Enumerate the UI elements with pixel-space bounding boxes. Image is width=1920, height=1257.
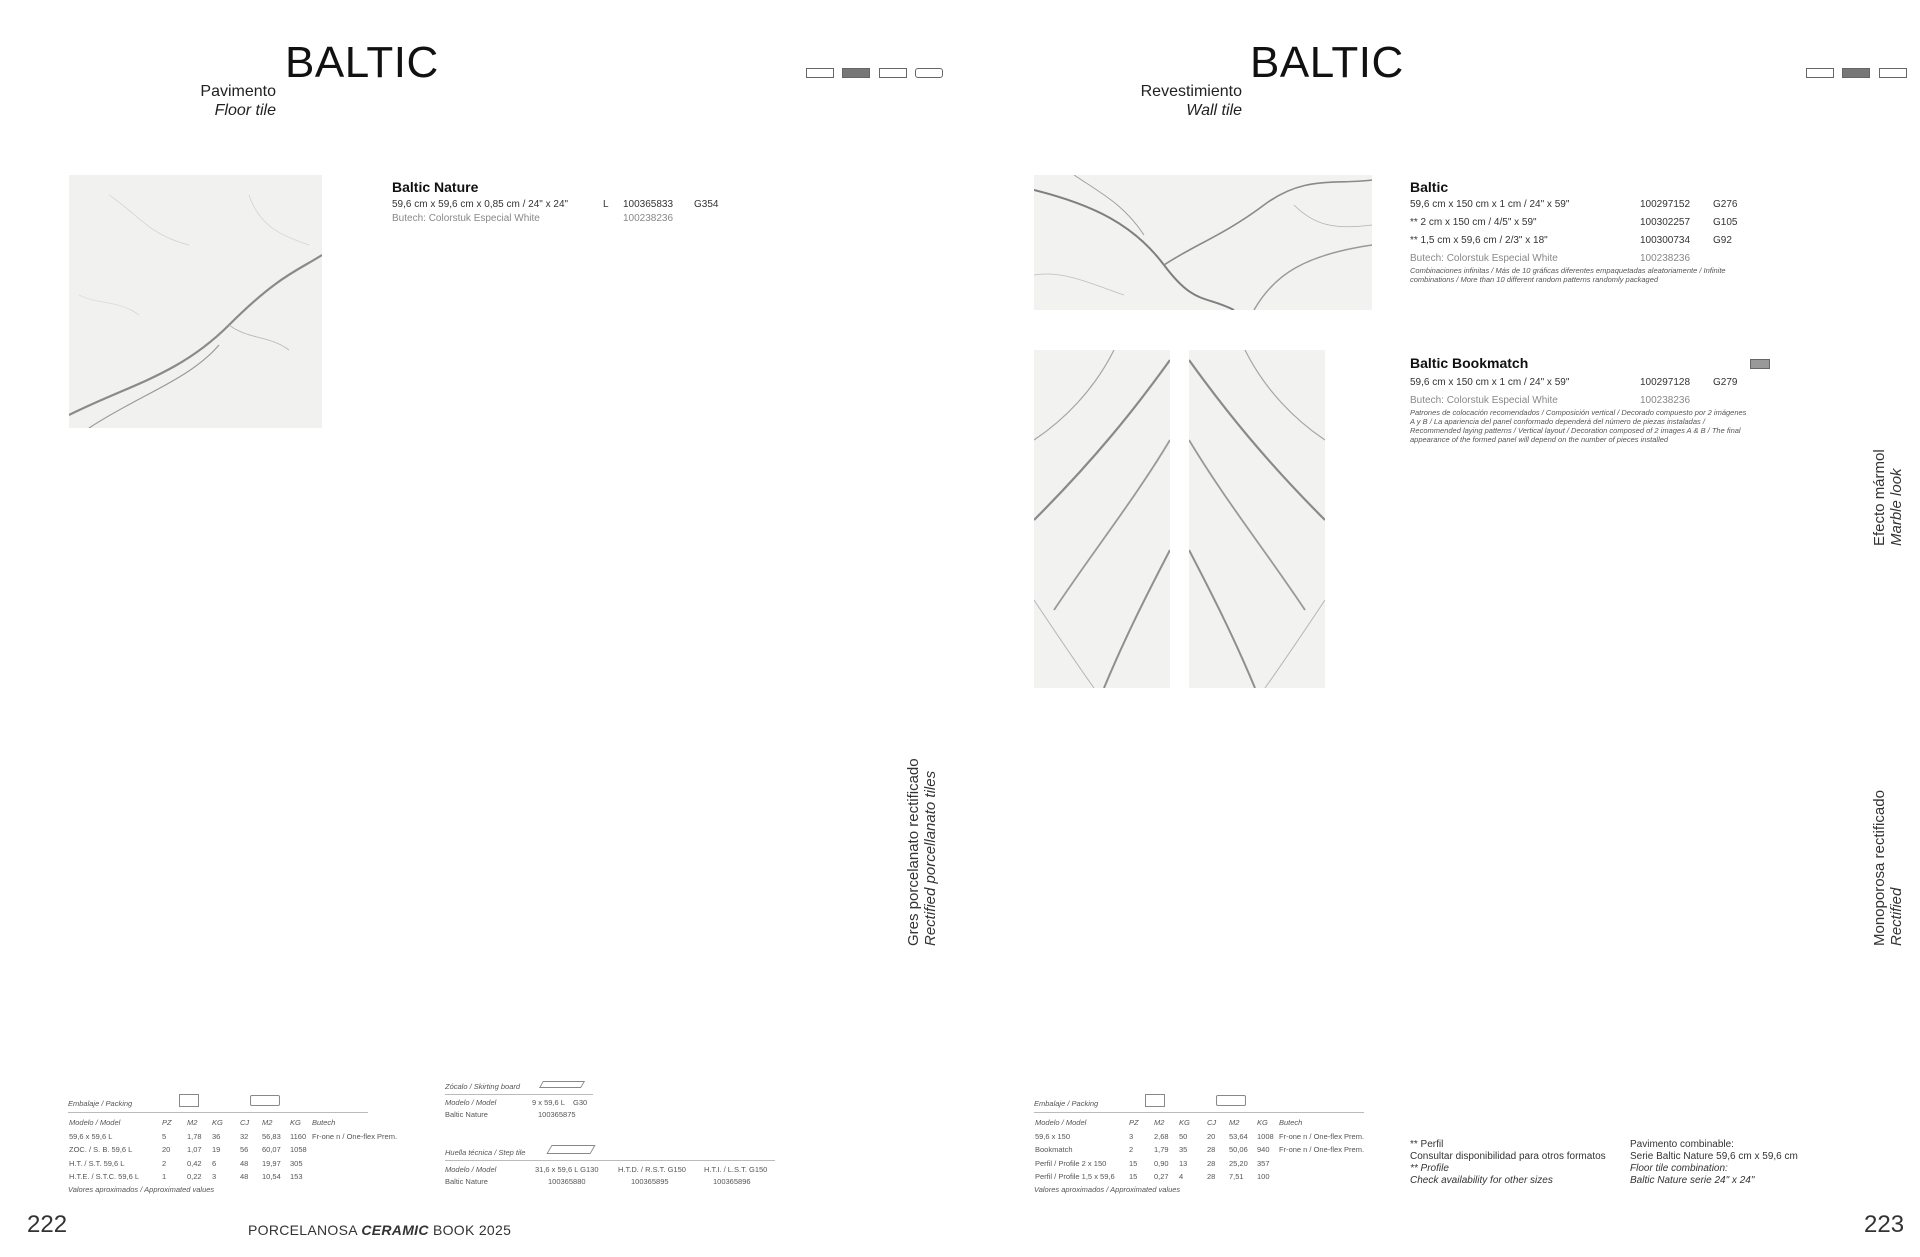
packing-label: Embalaje / Packing [1034, 1099, 1099, 1108]
baltic-nature-tile-image [69, 175, 322, 428]
col-cj: CJ [240, 1118, 250, 1127]
right-subtitle-es: Revestimiento [1140, 83, 1242, 100]
wall-icon [1806, 68, 1834, 78]
bookmatch-icon [1750, 359, 1770, 369]
vertical-es: Gres porcelanato rectificado [905, 758, 922, 946]
col-kg: KG [212, 1118, 223, 1127]
col-butech: Butech [312, 1118, 336, 1127]
product-group: G279 [1713, 377, 1738, 388]
table-row: ZOC. / S. B. 59,6 L 20 1,07 19 56 60,07 1058 [69, 1145, 307, 1154]
combinable-title-en: Floor tile combination: [1630, 1163, 1728, 1174]
product-name: Baltic Bookmatch [1410, 355, 1529, 371]
box-icon [1145, 1094, 1165, 1107]
skirting-size: 9 x 59,6 L [532, 1098, 565, 1107]
skirting-code: 100365875 [538, 1110, 576, 1119]
product-size: 59,6 cm x 150 cm x 1 cm / 24" x 59" [1410, 377, 1570, 388]
butech-code: 100238236 [623, 213, 674, 224]
product-finish: L [603, 199, 609, 210]
col-cj: CJ [1207, 1118, 1217, 1127]
col-pz: PZ [1129, 1118, 1139, 1127]
right-packing-table [1034, 1098, 1374, 1195]
product-code: 100297128 [1640, 377, 1691, 388]
packing-note: Valores aproximados / Approximated values [1034, 1184, 1181, 1194]
rectified-icon [842, 68, 870, 78]
col-m2: M2 [1154, 1118, 1165, 1127]
step-model: Baltic Nature [445, 1177, 488, 1186]
vertical-es: Efecto mármol [1871, 449, 1888, 546]
col-m2-2: M2 [262, 1118, 273, 1127]
left-usage-icons [806, 65, 943, 83]
floor-icon [806, 68, 834, 78]
profile-text-en: Check availability for other sizes [1410, 1175, 1553, 1186]
col-m2: M2 [187, 1118, 198, 1127]
vertical-en: Rectified [1888, 887, 1905, 946]
skirting-model: Baltic Nature [445, 1110, 488, 1119]
butech-code: 100238236 [1640, 395, 1691, 406]
butech-label: Butech: Colorstuk Especial White [1410, 253, 1558, 264]
right-vertical-label-1 [1871, 449, 1905, 546]
table-row: Perfil / Profile 2 x 150 15 0,90 13 28 25,20 357 [1035, 1158, 1270, 1168]
footer-book: CERAMIC [361, 1222, 429, 1238]
skirting-label: Zócalo / Skirting board [445, 1082, 521, 1091]
combinable-title-es: Pavimento combinable: [1630, 1139, 1734, 1150]
col-m2-2: M2 [1229, 1118, 1240, 1127]
step-code-2: 100365895 [631, 1177, 669, 1186]
col-kg: KG [1179, 1118, 1190, 1127]
profile-text-es: Consultar disponibilidad para otros formatos [1410, 1151, 1606, 1162]
pallet-icon [250, 1095, 280, 1106]
left-page-number: 222 [27, 1211, 68, 1238]
vertical-es: Monoporosa rectificado [1871, 790, 1888, 946]
col-model: Modelo / Model [69, 1118, 121, 1127]
product-group: G354 [694, 199, 719, 210]
bookmatch-image-b [1189, 350, 1325, 688]
col-model: Modelo / Model [1035, 1118, 1087, 1127]
product-size: 59,6 cm x 59,6 cm x 0,85 cm / 24" x 24" [392, 199, 569, 210]
list-item: ** 2 cm x 150 cm / 4/5" x 59" 100302257 G105 [1410, 217, 1738, 228]
butech-code: 100238236 [1640, 253, 1691, 264]
vertical-en: Rectified porcellanato tiles [922, 770, 939, 946]
footer-rest: BOOK 2025 [432, 1222, 512, 1238]
right-vertical-label-2 [1871, 790, 1905, 946]
right-page-number: 223 [1864, 1211, 1905, 1238]
table-row: 59,6 x 59,6 L 5 1,78 36 32 56,83 1160 Fr-one n / One-flex Prem. [69, 1131, 398, 1141]
right-title: BALTIC [1250, 38, 1404, 87]
table-row: Perfil / Profile 1,5 x 59,6 15 0,27 4 28 7,51 100 [1035, 1172, 1270, 1181]
col-kg-2: KG [290, 1118, 301, 1127]
list-item: ** 1,5 cm x 59,6 cm / 2/3" x 18" 100300734 G92 [1410, 235, 1732, 246]
butech-label: Butech: Colorstuk Especial White [1410, 395, 1558, 406]
vertical-en: Marble look [1888, 468, 1905, 546]
butech-label: Butech: Colorstuk Especial White [392, 213, 540, 224]
packing-note: Valores aproximados / Approximated values [68, 1184, 215, 1194]
step-col-3: H.T.I. / L.S.T. G150 [704, 1165, 768, 1174]
left-subtitle [150, 82, 276, 120]
pallet-icon [1216, 1095, 1246, 1106]
profile-note [1410, 1139, 1606, 1187]
right-subtitle-en: Wall tile [1186, 102, 1242, 119]
step-table [445, 1147, 785, 1188]
skirting-icon [539, 1081, 585, 1088]
bookmatch-image-a [1034, 350, 1170, 688]
table-row: Bookmatch 2 1,79 35 28 50,06 940 Fr-one n / One-flex Prem. [1035, 1145, 1365, 1154]
skirting-table [445, 1081, 588, 1121]
product-code: 100365833 [623, 199, 674, 210]
baltic-wall-tile-image [1034, 175, 1372, 310]
step-code-3: 100365896 [713, 1177, 751, 1186]
step-model-header: Modelo / Model [445, 1165, 497, 1174]
rectified-icon [1842, 68, 1870, 78]
left-product-block [392, 179, 719, 227]
table-row: H.T.E. / S.T.C. 59,6 L 1 0,22 3 48 10,54 153 [69, 1172, 303, 1181]
step-label: Huella técnica / Step tile [445, 1148, 526, 1157]
profile-title-es: ** Perfil [1410, 1139, 1444, 1150]
right-product-baltic [1410, 179, 1750, 284]
col-pz: PZ [162, 1118, 172, 1127]
profile-title-en: ** Profile [1410, 1163, 1449, 1174]
left-subtitle-es: Pavimento [200, 83, 276, 100]
table-row: H.T. / S.T. 59,6 L 2 0,42 6 48 19,97 305 [69, 1158, 303, 1168]
combinable-text-es: Serie Baltic Nature 59,6 cm x 59,6 cm [1630, 1151, 1798, 1162]
wall-icon [879, 68, 907, 78]
box-icon [179, 1094, 199, 1107]
step-col-1: 31,6 x 59,6 L G130 [535, 1165, 599, 1174]
product-name: Baltic [1410, 179, 1449, 195]
col-kg-2: KG [1257, 1118, 1268, 1127]
step-icon [546, 1145, 595, 1154]
left-vertical-label [905, 758, 939, 946]
product-name: Baltic Nature [392, 179, 479, 195]
product-note: Patrones de colocación recomendados / Composición vertical / Decorado compuesto por 2 imágenes A y B / La apariencia del panel conformado dependerá del número de piezas instaladas / Recommended laying patterns / Vertical layout / Decoration composed of 2 images A & B / The final appearance of the formed panel will depend on the number of pieces installed [1410, 408, 1747, 444]
left-title: BALTIC [285, 38, 439, 87]
right-product-bookmatch [1410, 355, 1750, 444]
product-note: Combinaciones infinitas / Más de 10 gráficas diferentes empaquetadas aleatoriamente / Infinite combinations / More than 10 different random patterns randomly packaged [1410, 266, 1726, 284]
step-col-2: H.T.D. / R.S.T. G150 [618, 1165, 686, 1174]
left-footer [248, 1222, 511, 1238]
left-packing-table [68, 1098, 400, 1195]
combinable-text-en: Baltic Nature serie 24" x 24" [1630, 1175, 1755, 1186]
packing-label: Embalaje / Packing [68, 1099, 133, 1108]
footer-brand: PORCELANOSA [248, 1222, 358, 1238]
list-item: 59,6 cm x 150 cm x 1 cm / 24" x 59" 100297152 G276 [1410, 199, 1738, 210]
skirting-model-header: Modelo / Model [445, 1098, 497, 1107]
col-butech: Butech [1279, 1118, 1303, 1127]
table-row: 59,6 x 150 3 2,68 50 20 53,64 1008 Fr-one n / One-flex Prem. [1035, 1131, 1365, 1141]
frost-icon [1879, 68, 1907, 78]
left-subtitle-en: Floor tile [214, 102, 276, 119]
step-code-1: 100365880 [548, 1177, 586, 1186]
right-usage-icons [1806, 65, 1907, 83]
wet-area-icon [915, 68, 943, 78]
right-subtitle [1110, 82, 1242, 120]
combinable-note [1630, 1139, 1798, 1187]
skirting-group: G30 [573, 1098, 588, 1107]
